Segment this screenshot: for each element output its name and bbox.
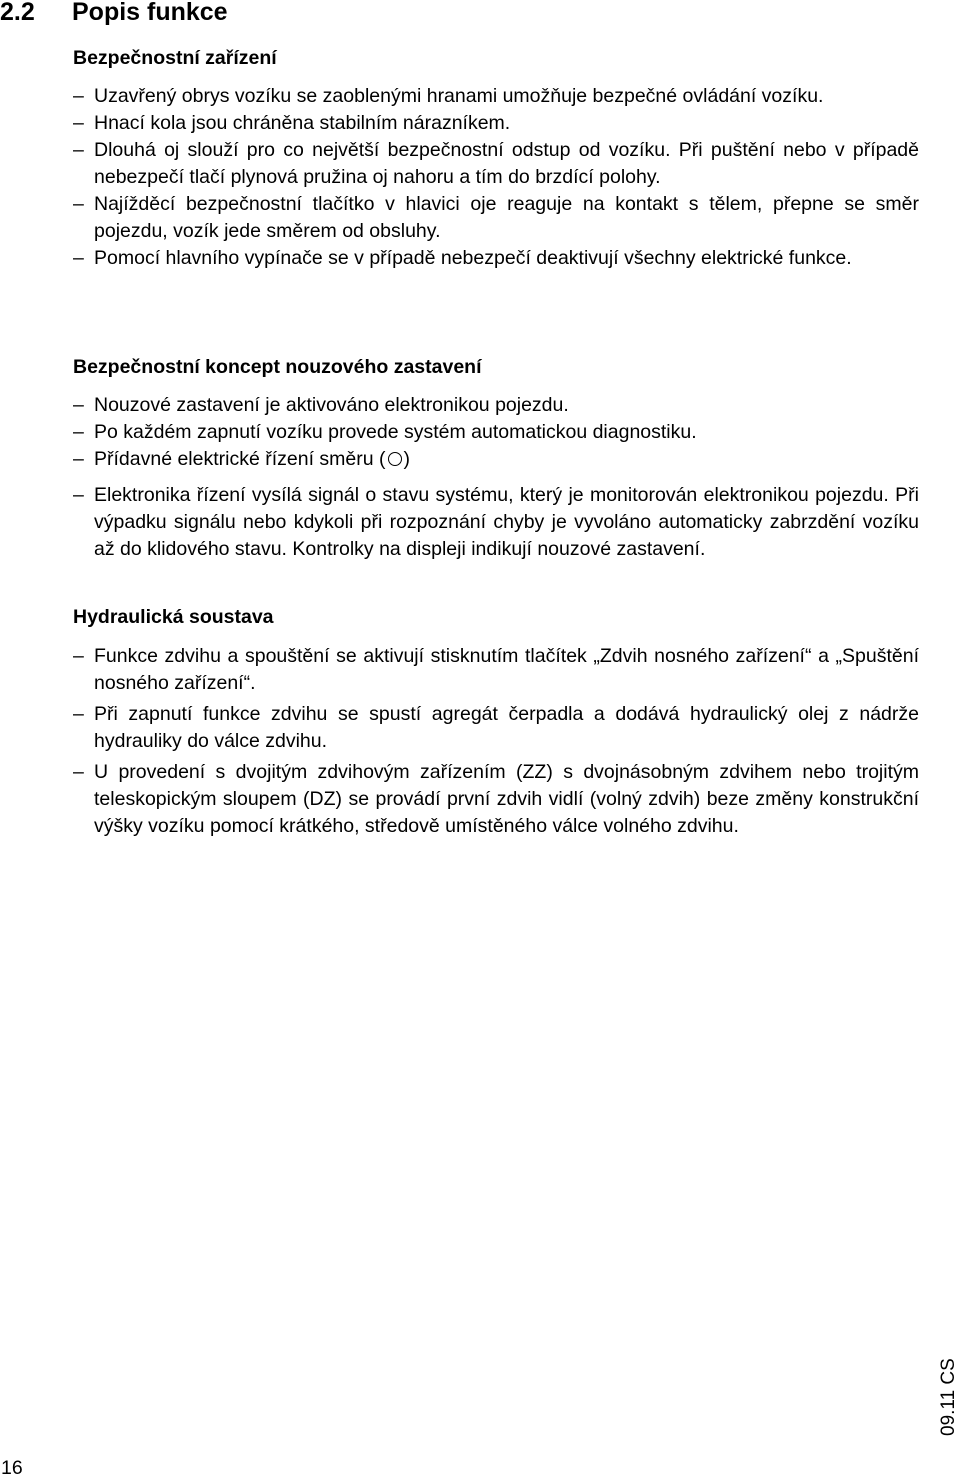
dash-bullet: – xyxy=(73,703,84,725)
list-item-text: Funkce zdvihu a spouštění se aktivují stisknutím tlačítek „Zdvih nosného zařízení“ a „Spuštění nosného zařízení“. xyxy=(94,645,919,694)
list-item xyxy=(73,191,919,245)
dash-bullet: – xyxy=(73,247,84,269)
list-item-text: Po každém zapnutí vozíku provede systém automatickou diagnostiku. xyxy=(94,421,697,443)
list-item xyxy=(73,643,919,697)
section-number: 2.2 xyxy=(0,0,35,26)
circle-icon xyxy=(388,452,402,466)
list-item xyxy=(73,419,919,446)
dash-bullet: – xyxy=(73,139,84,161)
dash-bullet: – xyxy=(73,645,84,667)
list-item-text: Hnací kola jsou chráněna stabilním nárazníkem. xyxy=(94,112,511,134)
section-title-text: Popis funkce xyxy=(72,0,228,26)
dash-bullet: – xyxy=(73,421,84,443)
dash-bullet: – xyxy=(73,448,84,470)
list-item xyxy=(73,701,919,755)
dash-bullet: – xyxy=(73,193,84,215)
list-item xyxy=(73,392,919,419)
list-item xyxy=(73,110,919,137)
dash-bullet: – xyxy=(73,484,84,506)
dash-bullet: – xyxy=(73,85,84,107)
list-item-text-close: ) xyxy=(403,448,411,470)
page-number: 16 xyxy=(1,1457,23,1479)
list-item-text: Elektronika řízení vysílá signál o stavu systému, který je monitorován elektronikou pojezdu. Při výpadku signálu nebo kdykoli při rozpoznání chyby je vyvoláno automaticky zabrzdění vozíku až do klidového stavu. Kontrolky na displeji indikují nouzové zastavení. xyxy=(94,484,919,560)
dash-bullet: – xyxy=(73,112,84,134)
safety-devices-list xyxy=(73,83,919,272)
list-item xyxy=(73,83,919,110)
list-item xyxy=(73,446,919,473)
date-code: 09.11 CS xyxy=(938,1358,959,1436)
emergency-stop-heading: Bezpečnostní koncept nouzového zastavení xyxy=(73,356,482,378)
list-item xyxy=(73,245,919,272)
list-item xyxy=(73,137,919,191)
list-item-text: Přídavné elektrické řízení směru ( xyxy=(94,448,386,470)
dash-bullet: – xyxy=(73,394,84,416)
dash-bullet: – xyxy=(73,761,84,783)
list-item-text: Dlouhá oj slouží pro co největší bezpečnostní odstup od vozíku. Při puštění nebo v případě nebezpečí tlačí plynová pružina oj nahoru a tím do brzdící polohy. xyxy=(94,139,919,188)
list-item-text: Při zapnutí funkce zdvihu se spustí agregát čerpadla a dodává hydraulický olej z nádrže hydrauliky do válce zdvihu. xyxy=(94,703,919,752)
list-item xyxy=(73,482,919,563)
list-item-text: Nouzové zastavení je aktivováno elektronikou pojezdu. xyxy=(94,394,569,416)
section-title xyxy=(0,0,228,28)
list-item-text: Najížděcí bezpečnostní tlačítko v hlavici oje reaguje na kontakt s tělem, přepne se směr pojezdu, vozík jede směrem od obsluhy. xyxy=(94,193,919,242)
safety-devices-heading: Bezpečnostní zařízení xyxy=(73,47,277,69)
emergency-monitoring-list xyxy=(73,482,919,563)
hydraulics-list xyxy=(73,643,919,840)
emergency-stop-list xyxy=(73,392,919,473)
list-item-text: U provedení s dvojitým zdvihovým zařízením (ZZ) s dvojnásobným zdvihem nebo trojitým teleskopickým sloupem (DZ) se provádí první zdvih vidlí (volný zdvih) beze změny konstrukční výšky vozíku pomocí krátkého, středově umístěného válce volného zdvihu. xyxy=(94,761,919,837)
hydraulics-heading: Hydraulická soustava xyxy=(73,606,274,628)
list-item-text: Uzavřený obrys vozíku se zaoblenými hranami umožňuje bezpečné ovládání vozíku. xyxy=(94,85,824,107)
list-item-text: Pomocí hlavního vypínače se v případě nebezpečí deaktivují všechny elektrické funkce. xyxy=(94,247,852,269)
list-item xyxy=(73,759,919,840)
